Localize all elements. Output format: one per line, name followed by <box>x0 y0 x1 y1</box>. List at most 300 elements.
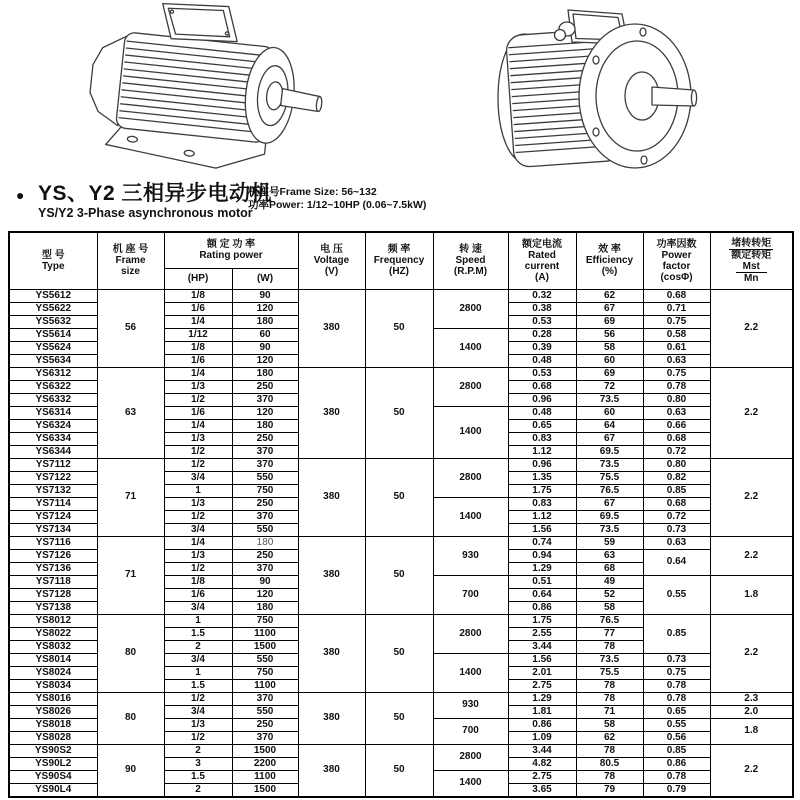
cell-pf: 0.85 <box>643 484 710 497</box>
header-label: 转 速 <box>459 244 482 256</box>
cell-eff: 69 <box>576 367 643 380</box>
cell-type: YS8012 <box>9 614 97 627</box>
cell-eff: 56 <box>576 328 643 341</box>
cell-eff: 63 <box>576 549 643 562</box>
cell-type: YS5632 <box>9 315 97 328</box>
cell-pf: 0.79 <box>643 783 710 797</box>
cell-eff: 49 <box>576 575 643 588</box>
cell-w: 370 <box>232 458 298 471</box>
cell-type: YS8014 <box>9 653 97 666</box>
header-label: Efficiency <box>585 255 634 267</box>
cell-eff: 64 <box>576 419 643 432</box>
cell-speed: 700 <box>433 575 508 614</box>
cell-type: YS7126 <box>9 549 97 562</box>
cell-pf: 0.63 <box>643 354 710 367</box>
cell-pf: 0.86 <box>643 757 710 770</box>
header-label: 电 压 <box>320 244 343 256</box>
cell-pf: 0.55 <box>643 718 710 731</box>
header-label: (%) <box>601 266 618 278</box>
cell-eff: 67 <box>576 497 643 510</box>
cell-w: 1500 <box>232 783 298 797</box>
cell-pf: 0.85 <box>643 614 710 653</box>
cell-current: 3.44 <box>508 640 576 653</box>
cell-hp: 1/12 <box>164 328 232 341</box>
cell-current: 1.81 <box>508 705 576 718</box>
header-label: Mst <box>736 261 767 273</box>
cell-type: YS7134 <box>9 523 97 536</box>
cell-speed: 1400 <box>433 653 508 692</box>
header-label: 额定电流 <box>522 238 562 250</box>
cell-current: 0.28 <box>508 328 576 341</box>
header-label: Speed <box>455 255 486 267</box>
cell-current: 0.68 <box>508 380 576 393</box>
cell-type: YS8028 <box>9 731 97 744</box>
cell-speed: 700 <box>433 718 508 744</box>
header-label: factor <box>662 260 691 272</box>
cell-w: 1100 <box>232 627 298 640</box>
cell-speed: 930 <box>433 536 508 575</box>
header-label: Rated <box>528 249 556 261</box>
cell-w: 1100 <box>232 679 298 692</box>
cell-hp: 1 <box>164 614 232 627</box>
header-label: (V) <box>324 266 339 278</box>
cell-eff: 69.5 <box>576 445 643 458</box>
cell-pf: 0.71 <box>643 302 710 315</box>
cell-current: 3.44 <box>508 744 576 757</box>
cell-w: 180 <box>232 536 298 549</box>
cell-frame: 56 <box>97 289 164 367</box>
cell-pf: 0.75 <box>643 367 710 380</box>
cell-current: 1.56 <box>508 523 576 536</box>
cell-eff: 59 <box>576 536 643 549</box>
cell-pf: 0.85 <box>643 744 710 757</box>
cell-eff: 71 <box>576 705 643 718</box>
header-label: (cosΦ) <box>660 271 693 283</box>
cell-eff: 77 <box>576 627 643 640</box>
table-row <box>9 536 793 549</box>
cell-hp: 3/4 <box>164 523 232 536</box>
cell-pf: 0.55 <box>643 575 710 614</box>
cell-current: 0.94 <box>508 549 576 562</box>
cell-mst: 1.8 <box>710 575 793 614</box>
cell-eff: 68 <box>576 562 643 575</box>
col-header-rating-power <box>164 232 298 268</box>
cell-eff: 78 <box>576 744 643 757</box>
cell-hp: 1/3 <box>164 718 232 731</box>
cell-type: YS6344 <box>9 445 97 458</box>
header-label: (W) <box>256 273 274 284</box>
col-header-frame <box>97 232 164 289</box>
header-label: 额定转矩 <box>731 249 772 261</box>
cell-current: 4.82 <box>508 757 576 770</box>
cell-current: 1.75 <box>508 484 576 497</box>
cell-frame: 80 <box>97 614 164 692</box>
header-label: Frame <box>115 255 146 267</box>
cell-pf: 0.65 <box>643 705 710 718</box>
cell-current: 1.12 <box>508 445 576 458</box>
col-header-frequency <box>365 232 433 289</box>
cell-type: YS7132 <box>9 484 97 497</box>
bullet-icon: ● <box>16 187 25 203</box>
cell-hp: 1/2 <box>164 445 232 458</box>
cell-w: 550 <box>232 705 298 718</box>
cell-hp: 2 <box>164 783 232 797</box>
header-label: Type <box>41 260 65 272</box>
cell-type: YS7124 <box>9 510 97 523</box>
cell-pf: 0.73 <box>643 523 710 536</box>
col-header-type <box>9 232 97 289</box>
header-label: Rating power <box>199 250 263 262</box>
cell-pf: 0.64 <box>643 549 710 575</box>
cell-w: 370 <box>232 445 298 458</box>
cell-w: 180 <box>232 601 298 614</box>
header-label: (A) <box>535 271 549 283</box>
cell-mst: 2.2 <box>710 289 793 367</box>
cell-type: YS7118 <box>9 575 97 588</box>
cell-current: 2.75 <box>508 679 576 692</box>
cell-hp: 1/6 <box>164 354 232 367</box>
cell-eff: 78 <box>576 692 643 705</box>
cell-eff: 80.5 <box>576 757 643 770</box>
cell-pf: 0.75 <box>643 315 710 328</box>
cell-current: 0.48 <box>508 354 576 367</box>
cell-type: YS8032 <box>9 640 97 653</box>
table-row <box>9 367 793 380</box>
cell-eff: 72 <box>576 380 643 393</box>
cell-current: 0.38 <box>508 302 576 315</box>
cell-pf: 0.68 <box>643 432 710 445</box>
cell-speed: 1400 <box>433 328 508 367</box>
cell-eff: 69 <box>576 315 643 328</box>
cell-w: 1100 <box>232 770 298 783</box>
cell-current: 0.74 <box>508 536 576 549</box>
cell-w: 550 <box>232 471 298 484</box>
cell-pf: 0.75 <box>643 666 710 679</box>
cell-type: YS7136 <box>9 562 97 575</box>
cell-current: 0.86 <box>508 601 576 614</box>
cell-type: YS6312 <box>9 367 97 380</box>
cell-frame: 63 <box>97 367 164 458</box>
header-label: Power <box>661 249 692 261</box>
cell-current: 2.01 <box>508 666 576 679</box>
cell-hp: 1/3 <box>164 380 232 393</box>
cell-type: YS8026 <box>9 705 97 718</box>
cell-pf: 0.68 <box>643 497 710 510</box>
cell-eff: 73.5 <box>576 393 643 406</box>
cell-w: 250 <box>232 497 298 510</box>
cell-eff: 78 <box>576 640 643 653</box>
cell-w: 1500 <box>232 744 298 757</box>
table-row <box>9 614 793 627</box>
cell-current: 0.83 <box>508 432 576 445</box>
cell-w: 180 <box>232 419 298 432</box>
cell-voltage: 380 <box>298 744 365 797</box>
col-header-efficiency <box>576 232 643 289</box>
cell-speed: 2800 <box>433 458 508 497</box>
cell-eff: 60 <box>576 354 643 367</box>
cell-eff: 75.5 <box>576 666 643 679</box>
header-label: Voltage <box>313 255 350 267</box>
cell-type: YS5614 <box>9 328 97 341</box>
cell-eff: 78 <box>576 679 643 692</box>
cell-type: YS7128 <box>9 588 97 601</box>
cell-eff: 75.5 <box>576 471 643 484</box>
cell-freq: 50 <box>365 692 433 744</box>
cell-type: YS8034 <box>9 679 97 692</box>
cell-type: YS6324 <box>9 419 97 432</box>
cell-type: YS6334 <box>9 432 97 445</box>
cell-w: 250 <box>232 718 298 731</box>
foot-mounted-motor-drawing <box>74 2 326 176</box>
cell-eff: 76.5 <box>576 614 643 627</box>
cell-w: 750 <box>232 666 298 679</box>
col-header-w <box>232 268 298 289</box>
cell-hp: 1/2 <box>164 393 232 406</box>
header-label: (HP) <box>187 273 209 284</box>
cell-w: 750 <box>232 614 298 627</box>
cell-hp: 1/4 <box>164 315 232 328</box>
cell-type: YS90S4 <box>9 770 97 783</box>
cell-current: 0.39 <box>508 341 576 354</box>
cell-current: 0.32 <box>508 289 576 302</box>
cell-hp: 1/6 <box>164 588 232 601</box>
cell-frame: 71 <box>97 458 164 536</box>
table-row <box>9 458 793 471</box>
cell-w: 90 <box>232 575 298 588</box>
header-label: (R.P.M) <box>453 266 488 278</box>
cell-hp: 1/4 <box>164 536 232 549</box>
cell-w: 370 <box>232 692 298 705</box>
cell-current: 0.48 <box>508 406 576 419</box>
cell-w: 120 <box>232 302 298 315</box>
cell-type: YS7138 <box>9 601 97 614</box>
header-label: 频 率 <box>387 244 411 256</box>
cell-eff: 62 <box>576 731 643 744</box>
col-header-speed <box>433 232 508 289</box>
cell-current: 2.75 <box>508 770 576 783</box>
cell-hp: 3/4 <box>164 705 232 718</box>
cell-pf: 0.68 <box>643 289 710 302</box>
cell-pf: 0.66 <box>643 419 710 432</box>
cell-hp: 3/4 <box>164 653 232 666</box>
header-label: Mn <box>744 272 759 284</box>
table-row <box>9 744 793 757</box>
cell-pf: 0.63 <box>643 536 710 549</box>
cell-pf: 0.73 <box>643 653 710 666</box>
cell-current: 0.96 <box>508 393 576 406</box>
cell-w: 750 <box>232 484 298 497</box>
cell-eff: 60 <box>576 406 643 419</box>
cell-eff: 73.5 <box>576 458 643 471</box>
cell-w: 180 <box>232 367 298 380</box>
cell-speed: 2800 <box>433 614 508 653</box>
frame-size-note: 机座号Frame Size: 56~132 <box>248 186 377 198</box>
cell-w: 370 <box>232 562 298 575</box>
cell-freq: 50 <box>365 367 433 458</box>
cell-current: 1.12 <box>508 510 576 523</box>
cell-frame: 90 <box>97 744 164 797</box>
cell-pf: 0.78 <box>643 380 710 393</box>
cell-eff: 62 <box>576 289 643 302</box>
cell-current: 1.29 <box>508 692 576 705</box>
cell-pf: 0.56 <box>643 731 710 744</box>
spec-table <box>8 231 794 798</box>
cell-voltage: 380 <box>298 536 365 614</box>
cell-type: YS5634 <box>9 354 97 367</box>
cell-hp: 1/3 <box>164 432 232 445</box>
cell-eff: 67 <box>576 432 643 445</box>
cell-eff: 76.5 <box>576 484 643 497</box>
cell-speed: 1400 <box>433 770 508 797</box>
header-label: 型 号 <box>41 249 65 261</box>
header-label: 额 定 功 率 <box>206 239 256 251</box>
power-note: 功率Power: 1/12~10HP (0.06~7.5kW) <box>248 199 427 211</box>
cell-type: YS8016 <box>9 692 97 705</box>
header-label: 机 座 号 <box>112 244 149 256</box>
cell-type: YS90L2 <box>9 757 97 770</box>
cell-hp: 1/3 <box>164 549 232 562</box>
cell-eff: 78 <box>576 770 643 783</box>
cell-hp: 1/2 <box>164 692 232 705</box>
cell-w: 250 <box>232 432 298 445</box>
cell-current: 1.75 <box>508 614 576 627</box>
cell-speed: 2800 <box>433 744 508 770</box>
col-header-power-factor <box>643 232 710 289</box>
cell-w: 370 <box>232 731 298 744</box>
cell-hp: 3/4 <box>164 471 232 484</box>
cell-voltage: 380 <box>298 367 365 458</box>
cell-mst: 2.2 <box>710 744 793 797</box>
cell-mst: 2.3 <box>710 692 793 705</box>
cell-w: 120 <box>232 588 298 601</box>
cell-voltage: 380 <box>298 614 365 692</box>
cell-type: YS5612 <box>9 289 97 302</box>
cell-hp: 1/4 <box>164 367 232 380</box>
cell-pf: 0.72 <box>643 510 710 523</box>
cell-type: YS7114 <box>9 497 97 510</box>
cell-type: YS7112 <box>9 458 97 471</box>
cell-hp: 3 <box>164 757 232 770</box>
cell-current: 0.53 <box>508 367 576 380</box>
cell-current: 3.65 <box>508 783 576 797</box>
cell-eff: 58 <box>576 341 643 354</box>
cell-hp: 1 <box>164 484 232 497</box>
cell-mst: 2.2 <box>710 536 793 575</box>
cell-pf: 0.63 <box>643 406 710 419</box>
cell-pf: 0.72 <box>643 445 710 458</box>
cell-hp: 1/2 <box>164 458 232 471</box>
cell-w: 120 <box>232 354 298 367</box>
cell-w: 370 <box>232 393 298 406</box>
cell-hp: 2 <box>164 640 232 653</box>
cell-pf: 0.80 <box>643 458 710 471</box>
table-body <box>9 289 793 797</box>
cell-current: 0.64 <box>508 588 576 601</box>
flange-mounted-motor-drawing <box>472 2 710 176</box>
cell-type: YS7122 <box>9 471 97 484</box>
cell-type: YS5622 <box>9 302 97 315</box>
cell-eff: 73.5 <box>576 653 643 666</box>
cell-current: 1.29 <box>508 562 576 575</box>
cell-current: 0.51 <box>508 575 576 588</box>
cell-w: 550 <box>232 523 298 536</box>
cell-hp: 1/3 <box>164 497 232 510</box>
cell-eff: 58 <box>576 601 643 614</box>
cell-w: 120 <box>232 406 298 419</box>
cell-hp: 1/6 <box>164 406 232 419</box>
cell-type: YS8024 <box>9 666 97 679</box>
cell-current: 0.96 <box>508 458 576 471</box>
cell-mst: 2.2 <box>710 458 793 536</box>
cell-w: 90 <box>232 289 298 302</box>
cell-eff: 67 <box>576 302 643 315</box>
cell-type: YS5624 <box>9 341 97 354</box>
series-title-zh: YS、Y2 三相异步电动机 <box>38 182 273 205</box>
cell-current: 0.65 <box>508 419 576 432</box>
cell-hp: 1/8 <box>164 341 232 354</box>
cell-hp: 1/2 <box>164 562 232 575</box>
cell-pf: 0.80 <box>643 393 710 406</box>
cell-mst: 2.0 <box>710 705 793 718</box>
cell-current: 0.53 <box>508 315 576 328</box>
header-label: current <box>524 260 560 272</box>
cell-freq: 50 <box>365 614 433 692</box>
cell-hp: 1 <box>164 666 232 679</box>
cell-type: YS6314 <box>9 406 97 419</box>
cell-hp: 1/8 <box>164 289 232 302</box>
cell-speed: 2800 <box>433 367 508 406</box>
cell-w: 1500 <box>232 640 298 653</box>
cell-type: YS90S2 <box>9 744 97 757</box>
col-header-rated-current <box>508 232 576 289</box>
table-row <box>9 692 793 705</box>
cell-pf: 0.78 <box>643 770 710 783</box>
cell-hp: 1/8 <box>164 575 232 588</box>
cell-w: 250 <box>232 380 298 393</box>
cell-hp: 1.5 <box>164 627 232 640</box>
table-row <box>9 289 793 302</box>
cell-mst: 1.8 <box>710 718 793 744</box>
header-label: 堵转转矩 <box>731 237 772 249</box>
cell-frame: 80 <box>97 692 164 744</box>
cell-speed: 1400 <box>433 497 508 536</box>
cell-eff: 52 <box>576 588 643 601</box>
series-title-en: YS/Y2 3-Phase asynchronous motor <box>38 206 253 220</box>
col-header-torque-ratio <box>710 232 793 289</box>
cell-type: YS90L4 <box>9 783 97 797</box>
cell-speed: 2800 <box>433 289 508 328</box>
cell-mst: 2.2 <box>710 367 793 458</box>
cell-w: 90 <box>232 341 298 354</box>
cell-eff: 69.5 <box>576 510 643 523</box>
cell-type: YS8022 <box>9 627 97 640</box>
col-header-voltage <box>298 232 365 289</box>
cell-hp: 1/6 <box>164 302 232 315</box>
col-header-hp <box>164 268 232 289</box>
header-label: 功率因数 <box>656 238 697 250</box>
cell-current: 1.09 <box>508 731 576 744</box>
cell-pf: 0.78 <box>643 679 710 692</box>
cell-w: 180 <box>232 315 298 328</box>
cell-current: 1.56 <box>508 653 576 666</box>
cell-type: YS8018 <box>9 718 97 731</box>
header-label: Frequency <box>373 255 425 267</box>
cell-eff: 73.5 <box>576 523 643 536</box>
cell-freq: 50 <box>365 458 433 536</box>
cell-hp: 2 <box>164 744 232 757</box>
cell-hp: 3/4 <box>164 601 232 614</box>
cell-frame: 71 <box>97 536 164 614</box>
